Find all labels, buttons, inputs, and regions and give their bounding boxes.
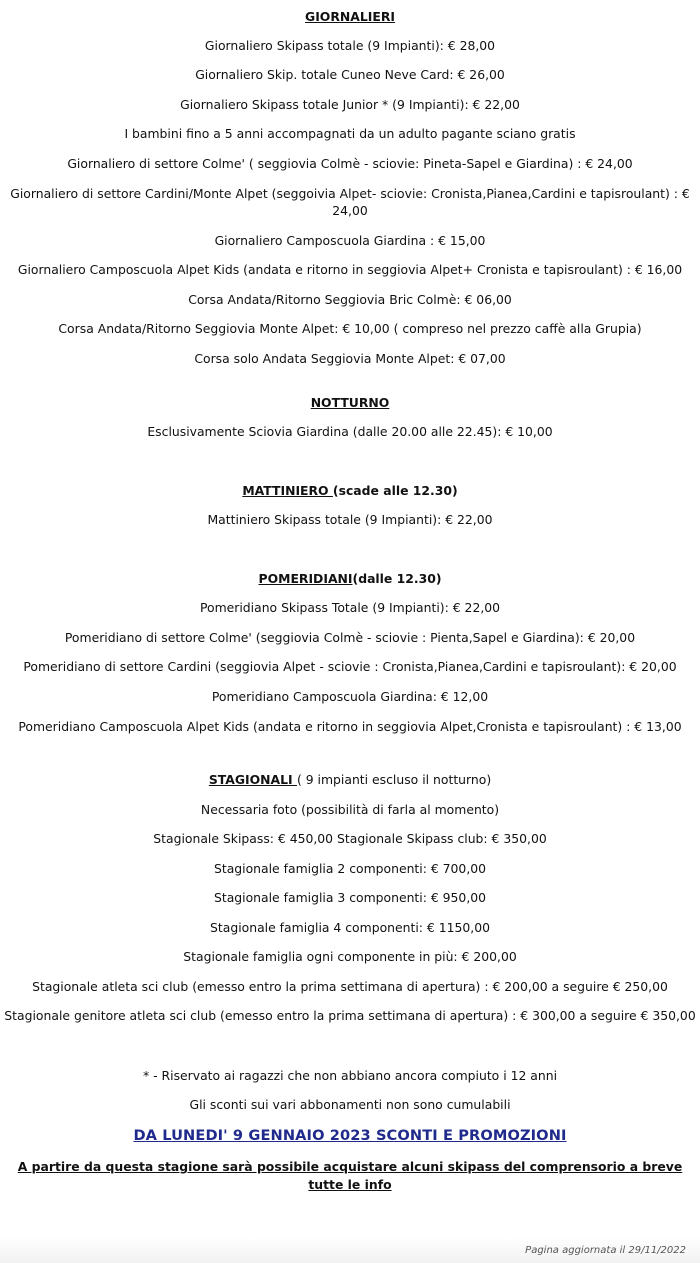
price-line: Pomeridiano di settore Cardini (seggiovia Alpet - sciovie : Cronista,Pianea,Cardini e tapisroulant): € 20,00 bbox=[23, 659, 677, 674]
notice-text: A partire da questa stagione sarà possibile acquistare alcuni skipass del comprensorio a breve tutte le info bbox=[17, 1159, 683, 1192]
price-line: Pomeridiano Camposcuola Giardina: € 12,00 bbox=[211, 689, 489, 704]
price-line: Giornaliero di settore Cardini/Monte Alpet (seggoivia Alpet- sciovie: Cronista,Pianea,Cardini e tapisroulant) : € 24,00 bbox=[10, 186, 690, 218]
price-line: Stagionale famiglia 2 componenti: € 700,00 bbox=[213, 861, 487, 876]
price-line: Stagionale genitore atleta sci club (emesso entro la prima settimana di apertura) : € 300,00 a seguire € 350,00 bbox=[4, 1008, 696, 1023]
section-title-text: STAGIONALI bbox=[208, 772, 297, 787]
price-line: Esclusivamente Sciovia Giardina (dalle 20.00 alle 22.45): € 10,00 bbox=[147, 424, 553, 439]
price-line: Pomeridiano Skipass Totale (9 Impianti): € 22,00 bbox=[199, 600, 501, 615]
price-line: Giornaliero Skip. totale Cuneo Neve Card: € 26,00 bbox=[195, 67, 505, 82]
footnote: * - Riservato ai ragazzi che non abbiano ancora compiuto i 12 anni bbox=[142, 1068, 558, 1083]
section-title-giornalieri: GIORNALIERI bbox=[305, 9, 395, 24]
section-title-text: POMERIDIANI bbox=[258, 571, 353, 586]
section-title-mattiniero bbox=[0, 482, 700, 499]
price-line: Stagionale Skipass: € 450,00 Stagionale Skipass club: € 350,00 bbox=[153, 831, 547, 846]
section-title-text: MATTINIERO bbox=[242, 483, 333, 498]
price-line: Stagionale atleta sci club (emesso entro la prima settimana di apertura) : € 200,00 a seguire € 250,00 bbox=[32, 979, 668, 994]
price-line: Mattiniero Skipass totale (9 Impianti): € 22,00 bbox=[207, 512, 493, 527]
price-line: Corsa Andata/Ritorno Seggiovia Bric Colmè: € 06,00 bbox=[188, 292, 512, 307]
footnote: Gli sconti sui vari abbonamenti non sono cumulabili bbox=[189, 1097, 511, 1112]
price-line: Giornaliero Camposcuola Alpet Kids (andata e ritorno in seggiovia Alpet+ Cronista e tapisroulant) : € 16,00 bbox=[17, 262, 683, 277]
section-title-notturno: NOTTURNO bbox=[310, 395, 390, 410]
price-line: Pomeridiano Camposcuola Alpet Kids (andata e ritorno in seggiovia Alpet,Cronista e tapisroulant) : € 13,00 bbox=[18, 719, 682, 734]
section-title-suffix: (scade alle 12.30) bbox=[332, 483, 458, 498]
price-line: Corsa solo Andata Seggiovia Monte Alpet: € 07,00 bbox=[194, 351, 506, 366]
section-title-pomeridiani bbox=[0, 570, 700, 587]
price-line: Stagionale famiglia 3 componenti: € 950,00 bbox=[213, 890, 487, 905]
info-line: I bambini fino a 5 anni accompagnati da un adulto pagante sciano gratis bbox=[124, 126, 576, 141]
price-line: Giornaliero Camposcuola Giardina : € 15,00 bbox=[214, 233, 486, 248]
price-line: Stagionale famiglia ogni componente in più: € 200,00 bbox=[183, 949, 517, 964]
price-line: Pomeridiano di settore Colme' (seggiovia Colmè - sciovie : Pienta,Sapel e Giardina): € 20,00 bbox=[64, 630, 636, 645]
price-line: Giornaliero di settore Colme' ( seggiovia Colmè - sciovie: Pineta-Sapel e Giardina) : € 24,00 bbox=[67, 156, 633, 171]
section-title-suffix: ( 9 impianti escluso il notturno) bbox=[296, 772, 492, 787]
info-line: Necessaria foto (possibilità di farla al momento) bbox=[200, 802, 500, 817]
last-updated: Pagina aggiornata il 29/11/2022 bbox=[525, 1245, 686, 1256]
price-line: Giornaliero Skipass totale (9 Impianti): € 28,00 bbox=[204, 38, 496, 53]
price-line: Giornaliero Skipass totale Junior * (9 Impianti): € 22,00 bbox=[180, 97, 520, 112]
promo-heading: DA LUNEDI' 9 GENNAIO 2023 SCONTI E PROMOZIONI bbox=[133, 1127, 567, 1144]
footer bbox=[0, 1237, 700, 1263]
price-line: Stagionale famiglia 4 componenti: € 1150,00 bbox=[210, 920, 490, 935]
section-title-stagionali bbox=[0, 771, 700, 788]
price-line: Corsa Andata/Ritorno Seggiovia Monte Alpet: € 10,00 ( compreso nel prezzo caffè alla Grupia) bbox=[58, 321, 642, 336]
section-title-suffix: (dalle 12.30) bbox=[352, 571, 442, 586]
